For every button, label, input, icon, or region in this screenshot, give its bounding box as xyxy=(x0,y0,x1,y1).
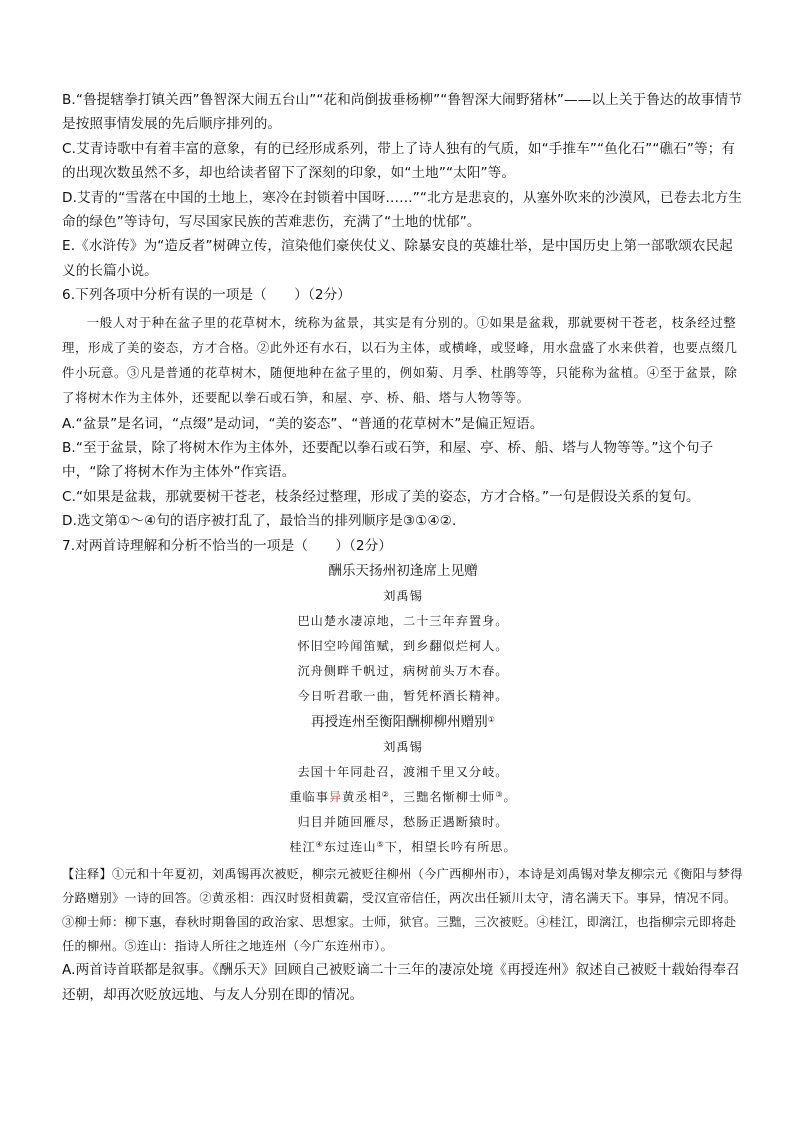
option-d-text: D.艾青的“雪落在中国的土地上，寒冷在封锁着中国呀……”“北方是悲哀的，从塞外吹来的沙漠风，已卷去北方生命的绿色”等诗句，写尽国家民族的苦难悲伤，充满了“土地的忧郁”。 xyxy=(62,189,743,231)
poem-2-title-text: 再授连州至衡阳酬柳柳州赠别 xyxy=(311,714,488,731)
question-7-stem: 7.对两首诗理解和分析不恰当的一项是（ ）（2分） xyxy=(62,537,393,554)
question-6-passage: 一般人对于种在盆子里的花草树木，统称为盆景，其实是有分别的。①如果是盆栽，那就要树干苍老，枝条经过整理，形成了美的姿态，方才合格。②此外还有水石，以石为主体，或横峰，或竖峰，用水盘盛了水来供着，也要点缀几件小玩意。③凡是普通的花草树木，随便地种在盆子里的，例如菊、月季、杜鹃等等，只能称为盆植。④至于盆景，除了将树木作为主体外，还要配以拳石或石笋，和屋、亭、桥、船、塔与人物等等。 xyxy=(62,314,738,405)
note-mark: ⑤ xyxy=(376,840,385,850)
poem-2-line-part: 东过连山 xyxy=(323,840,377,855)
poem-2-title-note: ① xyxy=(487,715,495,725)
note-mark: ② xyxy=(381,790,390,800)
question-6-option-d: D.选文第①～④句的语序被打乱了，最恰当的排列顺序是③①④②. xyxy=(62,513,457,530)
poem-1-line: 沉舟侧畔千帆过，病树前头万木春。 xyxy=(297,664,509,679)
question-7-option-a: A.两首诗首联都是叙事。《酬乐天》回顾自己被贬谪二十三年的凄凉处境《再授连州》叙述自己被贬十载始得奉召还朝，却再次贬放远地、与友人分别在即的情况。 xyxy=(62,962,740,1003)
poem-2-author: 刘禹锡 xyxy=(383,740,423,755)
poem-2-line-part: 重临事 xyxy=(289,790,329,805)
poem-1-line: 今日听君歌一曲，暂凭杯酒长精神。 xyxy=(297,689,509,704)
note-mark: ④ xyxy=(315,840,324,850)
poem-2-line-part: 。 xyxy=(503,790,517,805)
poem-2-line-part: 桂江 xyxy=(289,840,316,855)
poem-2-line: 归目并随回雁尽，愁肠正遇断猿时。 xyxy=(297,815,509,830)
question-6-stem: 6.下列各项中分析有误的一项是（ ）（2分） xyxy=(62,287,351,304)
option-b-text: B.“鲁提辖拳打镇关西”鲁智深大闹五台山”“花和尚倒拔垂杨柳”“鲁智深大闹野猪林”——以上关于鲁达的故事情节是按照事情发展的先后顺序排列的。 xyxy=(62,92,743,133)
poem-2-title xyxy=(62,710,744,735)
option-c-text: C.艾青诗歌中有着丰富的意象，有的已经形成系列，带上了诗人独有的气质，如“手推车”“鱼化石”“礁石”等；有的出现次数虽然不多，却也给读者留下了深刻的印象，如“土地”“太阳”等。 xyxy=(62,140,736,182)
poem-1-line: 怀旧空吟闻笛赋，到乡翻似烂柯人。 xyxy=(297,639,509,654)
highlighted-char: 异 xyxy=(328,790,343,805)
poem-2-line-part: 黄丞相 xyxy=(342,790,382,805)
option-e-text: E.《水浒传》为“造反者”树碑立传，渲染他们豪侠仗义、除暴安良的英雄壮举，是中国历史上第一部歌颂农民起义的长篇小说。 xyxy=(62,238,733,279)
poem-1-line: 巴山楚水凄凉地，二十三年弃置身。 xyxy=(297,614,509,629)
poem-2-line-part: 下，相望长吟有所思。 xyxy=(384,840,517,855)
poem-1-title: 酬乐天扬州初逢席上见赠 xyxy=(328,563,478,580)
poem-1-author: 刘禹锡 xyxy=(383,589,423,604)
question-6-option-b: B.“至于盆景，除了将树木作为主体外，还要配以拳石或石笋，和屋、亭、桥、船、塔与人物等等。”这个句子中，“除了将树木作为主体外”作宾语。 xyxy=(62,440,714,481)
note-mark: ③ xyxy=(495,790,504,800)
poem-2-line xyxy=(62,785,744,810)
poem-notes: 【注释】①元和十年夏初，刘禹锡再次被贬，柳宗元被贬往柳州（今广西柳州市），本诗是刘禹锡对挚友柳宗元《衡阳与梦得分路赠别》一诗的回答。②黄丞相：西汉时贤相黄霸，受汉宣帝信任，两次出任颍川太守，清名满天下。事异，情况不同。③柳士师：柳下惠，春秋时期鲁国的政治家、思想家。士师，狱官。三黜，三次被贬。④桂江，即漓江，也指柳宗元即将赴任的柳州。⑤连山：指诗人所往之地连州（今广东连州市）。 xyxy=(62,867,743,954)
question-6-option-a: A.“盆景”是名词，“点缀”是动词，“美的姿态”、“普通的花草树木”是偏正短语。 xyxy=(62,415,544,432)
question-6-option-c: C.“如果是盆栽，那就要树干苍老，枝条经过整理，形成了美的姿态，方才合格。”一句是假设关系的复句。 xyxy=(62,488,700,505)
poem-2-line: 去国十年同赴召，渡湘千里又分岐。 xyxy=(297,765,509,780)
poem-2-line xyxy=(62,835,744,860)
poem-2-line-part: ，三黜名惭柳士师 xyxy=(389,790,496,805)
